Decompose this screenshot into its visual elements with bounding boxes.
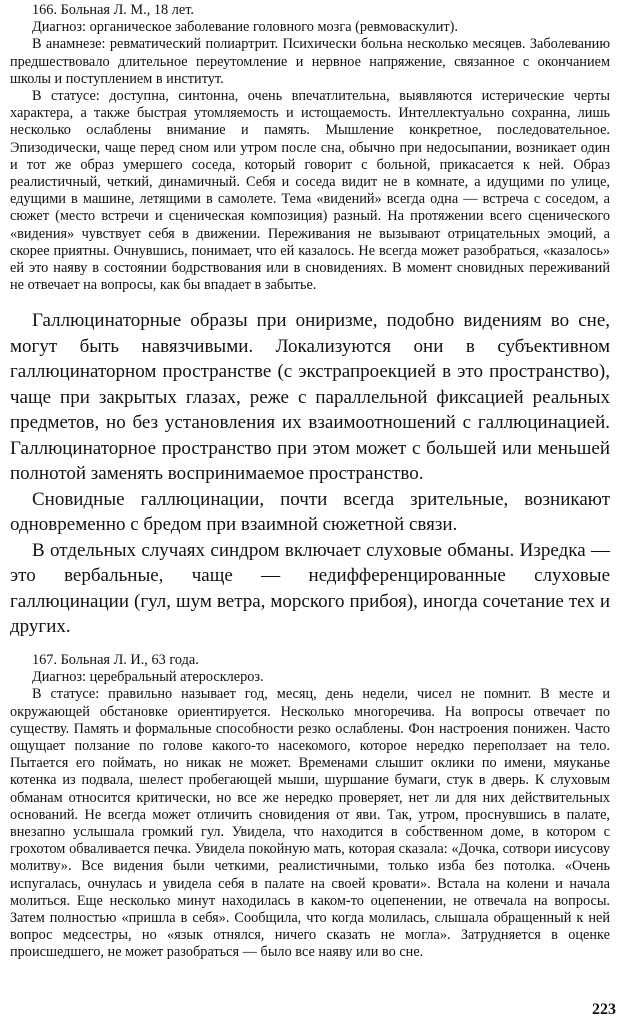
case-166-diagnosis: Диагноз: органическое заболевание головного мозга (ревмоваскулит). — [32, 19, 458, 36]
case-167-diagnosis: Диагноз: церебральный атеросклероз. — [32, 669, 264, 686]
main-paragraph: Галлюцинаторные образы при ониризме, подобно видениям во сне, могут быть навязчивыми. Локализуются они в субъективном галлюцинаторном пространстве (с экстрапроекцией в это пространство), чаще при закрытых глазах, реже с параллельной фиксацией реальных предметов, но без установления их взаимоотношений с галлюцинацией. Галлюцинаторное пространство при этом может с большей или меньшей полнотой заменять воспринимаемое пространство. — [10, 310, 610, 485]
main-text — [10, 308, 610, 640]
case-167-status: В статусе: правильно называет год, месяц, день недели, чисел не помнит. В месте и окружающей обстановке ориентируется. Несколько многоречива. На вопросы отвечает по существу. Память и формальные способности резко ослаблены. Фон настроения понижен. Часто ощущает ползание по голове какого-то насекомого, которое нередко переползает на тело. Пытается его поймать, но никак не может. Временами слышит оклики по имени, мяуканье котенка из подвала, шелест пробегающей мыши, шуршание бумаги, стук в дверь. К слуховым обманам относится критически, но все же нередко проверяет, нет ли для них действительных оснований. Не всегда может отличить сновидения от яви. Так, утром, проснувшись в палате, внезапно услышала громкий гул. Увидела, что находится в собственном доме, в котором с грохотом обваливается печка. Увидела покойную мать, которая сказала: «Дочка, сотвори иисусову молитву». Все видения были четкими, реалистичными, только изба без потолка. «Очень испугалась, очнулась и увидела себя в палате на своей кровати». Встала на колени и начала молиться. Еще несколько минут находилась в каком-то оцепенении, не отвечала на вопросы. Затем полностью «пришла в себя». Сообщила, что когда молилась, слышала обращенный к ней вопрос медсестры, но «язык отнялся, ничего сказать не могла». Затрудняется в оценке происшедшего, не может разобраться — было все наяву или во сне. — [10, 686, 610, 961]
page-number: 223 — [592, 1001, 616, 1018]
case-166 — [10, 2, 610, 294]
main-paragraph: Сновидные галлюцинации, почти всегда зрительные, возникают одновременно с бредом при взаимной сюжетной связи. — [10, 488, 610, 536]
case-166-title: 166. Больная Л. М., 18 лет. — [32, 2, 194, 18]
case-166-status: В статусе: доступна, синтонна, очень впечатлительна, выявляются истерические черты характера, а также быстрая утомляемость и истощаемость. Интеллектуально сохранна, лишь несколько ослаблены внимание и память. Мышление конкретное, последовательное. Эпизодически, чаще перед сном или утром после сна, обычно при недосыпании, возникает один и тот же образ умершего соседа, который говорит с больной, прикасается к ней. Образ реалистичный, четкий, динамичный. Себя и соседа видит не в комнате, а идущими по улице, едущими в машине, летящими в самолете. Тема «видений» всегда одна — встреча с соседом, а сюжет (место встречи и сценическая композиция) разный. На протяжении всего сценического «видения» чувствует себя в движении. Переживания не вызывают отрицательных эмоций, а скорее приятны. Очнувшись, понимает, что ей казалось. Не всегда может разобраться, «казалось» ей это наяву в состоянии бодрствования или в сновидениях. В момент сновидных переживаний не отвечает на вопросы, как бы впадает в забытье. — [10, 88, 610, 294]
case-167-title: 167. Больная Л. И., 63 года. — [32, 651, 199, 668]
main-paragraph: В отдельных случаях синдром включает слуховые обманы. Изредка — это вербальные, чаще — недифференцированные слуховые галлюцинации (гул, шум ветра, морского прибоя), иногда сочетание тех и других. — [10, 539, 610, 638]
case-167 — [10, 652, 610, 962]
case-166-anamnesis: В анамнезе: ревматический полиартрит. Психически больна несколько месяцев. Заболеванию предшествовало длительное переутомление и нервное напряжение, связанное с окончанием школы и поступлением в институт. — [10, 36, 610, 87]
